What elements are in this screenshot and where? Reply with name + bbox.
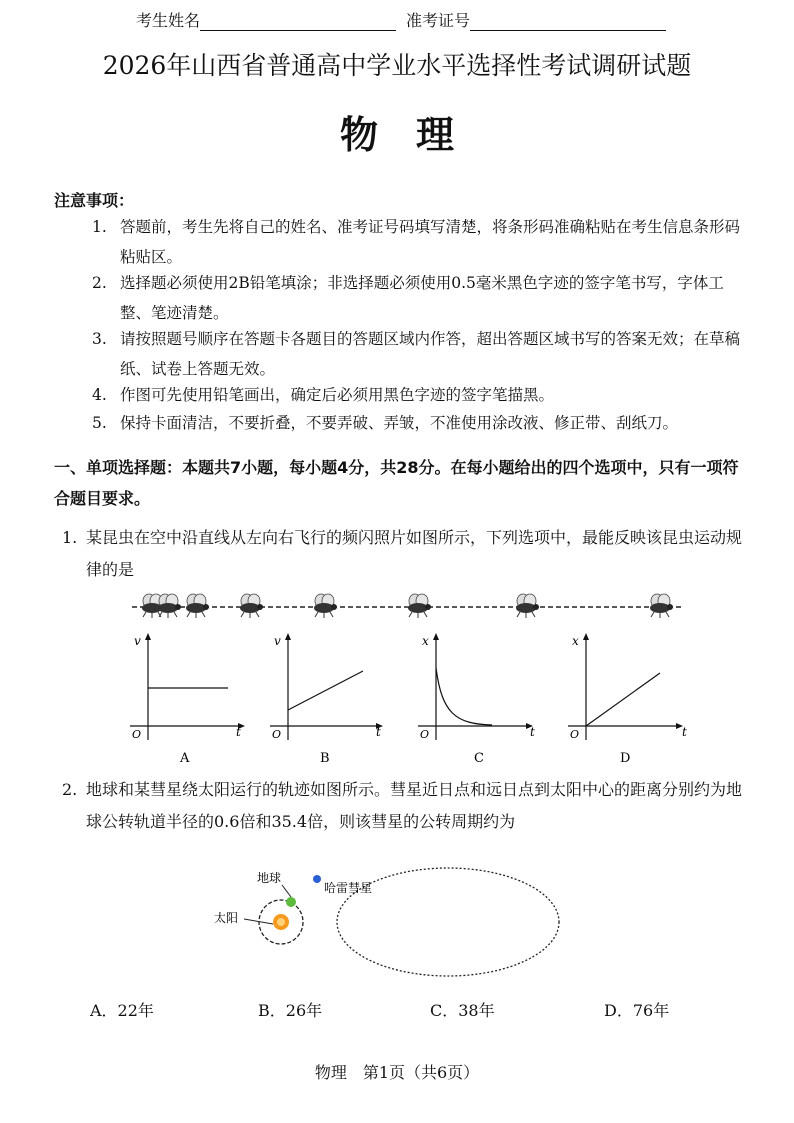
graph-d-y-label: x bbox=[572, 634, 579, 648]
graph-options-figure bbox=[120, 628, 700, 768]
question-number: 1. bbox=[62, 528, 78, 547]
question-text: 某昆虫在空中沿直线从左向右飞行的频闪照片如图所示，下列选项中，最能反映该昆虫运动规律的是 bbox=[86, 528, 743, 579]
notice-item-text: 答题前，考生先将自己的姓名、准考证号码填写清楚，将条形码准确粘贴在考生信息条形码粘贴区。 bbox=[120, 218, 741, 266]
graph-b-y-label: v bbox=[274, 634, 281, 648]
section-heading: 一、单项选择题：本题共7小题，每小题4分，共28分。在每小题给出的四个选项中，只有一项符合题目要求。 bbox=[54, 458, 739, 508]
candidate-id-label: 准考证号 bbox=[406, 11, 471, 30]
exam-title: 2026年山西省普通高中学业水平选择性考试调研试题 bbox=[102, 51, 692, 80]
graph-c-origin: O bbox=[420, 728, 430, 741]
graph-d bbox=[568, 633, 687, 766]
candidate-name-label: 考生姓名 bbox=[136, 11, 201, 30]
notice-item-number: 5. bbox=[92, 414, 107, 432]
graph-c-curve bbox=[436, 668, 492, 725]
candidate-id-blank bbox=[470, 12, 666, 31]
notice-heading: 注意事项： bbox=[54, 191, 135, 210]
option-c[interactable]: C．38年 bbox=[430, 1001, 495, 1020]
graph-d-curve bbox=[586, 673, 660, 726]
question-2 bbox=[62, 774, 742, 838]
notice-item-number: 3. bbox=[92, 330, 107, 348]
earth-icon bbox=[286, 897, 296, 907]
graph-a-y-label: v bbox=[134, 634, 141, 648]
candidate-name-blank bbox=[200, 12, 396, 31]
orbit-diagram bbox=[200, 855, 580, 985]
candidate-name-field bbox=[136, 8, 396, 31]
graph-b-label: B bbox=[320, 751, 330, 766]
graph-b-x-label: t bbox=[376, 725, 381, 739]
option-b[interactable]: B．26年 bbox=[258, 1001, 323, 1020]
subject-title: 物理 bbox=[339, 112, 492, 157]
notice-item-number: 1. bbox=[92, 218, 107, 236]
graph-b bbox=[270, 633, 383, 766]
insect-icon bbox=[240, 594, 263, 618]
graph-b-origin: O bbox=[272, 728, 282, 741]
question-1 bbox=[62, 522, 742, 586]
strobe-photo bbox=[130, 590, 690, 624]
insect-icon bbox=[650, 594, 673, 618]
notice-item-text: 选择题必须使用2B铅笔填涂；非选择题必须使用0.5毫米黑色字迹的签字笔书写，字体工整、笔迹清楚。 bbox=[120, 274, 724, 322]
notice-item bbox=[92, 380, 740, 410]
earth-label: 地球 bbox=[257, 871, 282, 885]
graph-a-origin: O bbox=[132, 728, 142, 741]
sun-label: 太阳 bbox=[214, 911, 239, 925]
notice-item-text: 请按照题号顺序在答题卡各题目的答题区域内作答，超出答题区域书写的答案无效；在草稿纸、试卷上答题无效。 bbox=[120, 330, 741, 378]
insect-icon bbox=[408, 594, 431, 618]
notice-item-text: 保持卡面清洁，不要折叠，不要弄破、弄皱，不准使用涂改液、修正带、刮纸刀。 bbox=[120, 414, 679, 432]
graph-c-label: C bbox=[474, 751, 484, 766]
graph-c bbox=[418, 633, 535, 766]
graph-d-x-label: t bbox=[682, 725, 687, 739]
notice-item-number: 2. bbox=[92, 274, 107, 292]
graph-c-y-label: x bbox=[422, 634, 429, 648]
graph-a bbox=[130, 633, 245, 766]
notice-item bbox=[92, 268, 740, 328]
insect-icon bbox=[158, 594, 181, 618]
notice-item bbox=[92, 212, 740, 272]
insect-icon bbox=[314, 594, 337, 618]
notice-item-text: 作图可先使用铅笔画出，确定后必须用黑色字迹的签字笔描黑。 bbox=[120, 386, 555, 404]
option-d[interactable]: D．76年 bbox=[604, 1001, 670, 1020]
page-footer: 物理 第1页（共6页） bbox=[314, 1063, 480, 1082]
question-number: 2. bbox=[62, 780, 78, 799]
insect-icon bbox=[186, 594, 209, 618]
comet-icon bbox=[313, 875, 321, 883]
graph-a-x-label: t bbox=[236, 725, 241, 739]
graph-a-label: A bbox=[180, 751, 190, 766]
insect-icon bbox=[516, 594, 539, 618]
option-a[interactable]: A．22年 bbox=[90, 1001, 154, 1020]
graph-b-curve bbox=[288, 671, 363, 710]
notice-item bbox=[92, 408, 740, 438]
graph-d-origin: O bbox=[570, 728, 580, 741]
comet-label: 哈雷彗星 bbox=[324, 881, 373, 895]
question-text: 地球和某彗星绕太阳运行的轨迹如图所示。彗星近日点和远日点到太阳中心的距离分别约为地球公转轨道半径的0.6倍和35.4倍，则该彗星的公转周期约为 bbox=[86, 780, 743, 831]
notice-item-number: 4. bbox=[92, 386, 107, 404]
candidate-id-field bbox=[406, 8, 666, 31]
notice-item bbox=[92, 324, 740, 384]
graph-d-label: D bbox=[620, 751, 631, 766]
graph-c-x-label: t bbox=[530, 725, 535, 739]
